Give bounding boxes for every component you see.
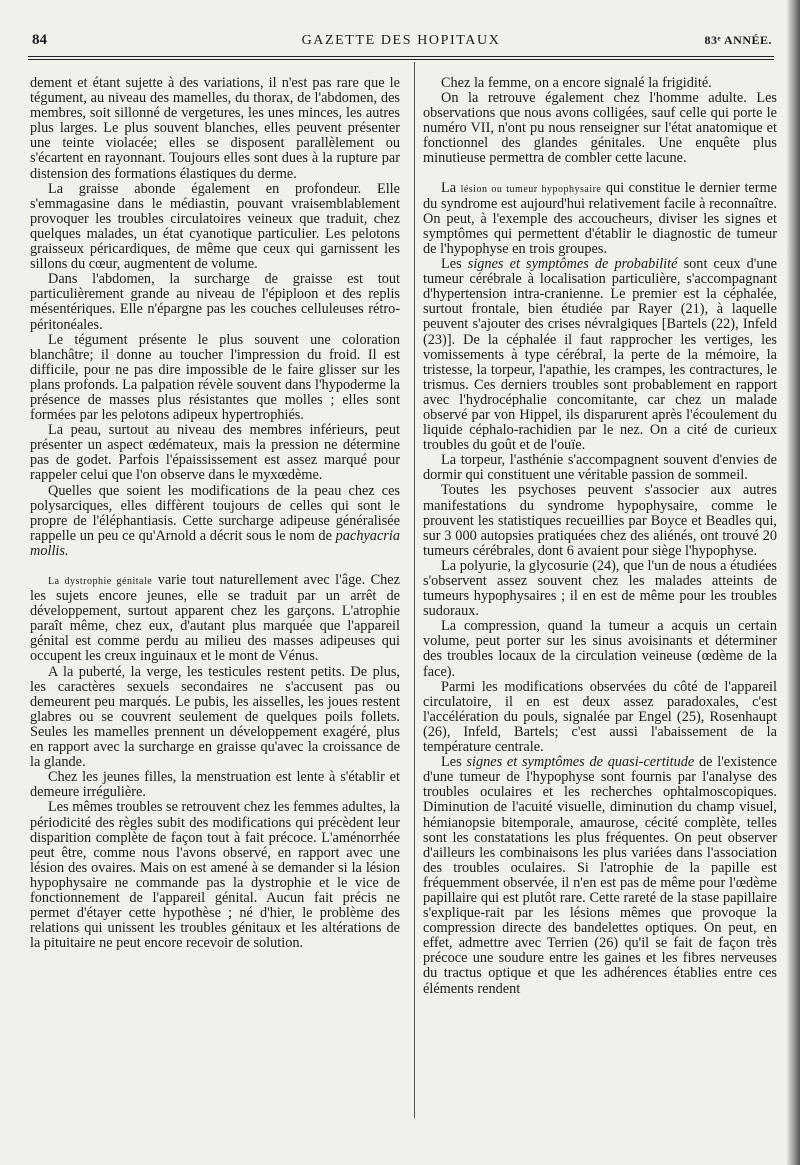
paragraph	[30, 484, 400, 559]
paragraph: On la retrouve également chez l'homme adulte. Les observations que nous avons colligées, sauf celle qui porte le numéro VII, n'ont pu nous renseigner sur l'état anatomique et fonctionnel des glandes génitales. Une enquête plus minutieuse permettra de combler cette lacune.	[423, 90, 777, 167]
italic-term: signes et symptômes de probabilité	[467, 256, 678, 273]
left-column	[30, 76, 400, 951]
column-divider	[414, 62, 415, 1118]
section-heading: La dystrophie génitale	[48, 576, 153, 587]
section-paragraph	[423, 181, 777, 257]
paragraph-text: sont ceux d'une tumeur cérébrale à localisation particulière, s'accompagnant d'hypertension intra-cranienne. Le premier est la céphalée, surtout frontale, bien étudiée par Rayer (21), à laquelle peuvent s'ajouter des crises névralgiques [Bartels (22), Infeld (23)]. De la céphalée il faut rapprocher les vertiges, les vomissements à type cérébral, la perte de la mémoire, la tristesse, la torpeur, l'apathie, les crampes, les contractures, le trismus. Ces derniers troubles sont probablement en rapport avec l'hydrocéphalie concomitante, car chez un malade observé par von Hippel, ils disparurent après l'écoulement du liquide céphalo-rachidien par le nez. On a cité de curieux troubles du goût et de l'ouïe.	[423, 256, 777, 454]
paragraph: dement et étant sujette à des variations, il n'est pas rare que le tégument, au niveau des mamelles, du thorax, de l'abdomen, des membres, soit sillonné de vergetures, les unes minces, les autres plus larges. Le plus souvent blanches, elles peuvent présenter une teinte violacée; elles se disposent parallèlement ou s'écartent en rayonnant. Toujours elles sont dues à la rupture par distension des formations élastiques du derme.	[30, 75, 400, 182]
paragraph: Chez les jeunes filles, la menstruation est lente à s'établir et demeure irrégulière.	[30, 769, 400, 801]
paragraph-text: de l'existence d'une tumeur de l'hypophyse sont fournis par l'analyse des troubles oculaires et les recherches ophtalmoscopiques. Diminution de l'acuité visuelle, diminution du champ visuel, hémianopsie bitemporale, amaurose, cécité complète, telles sont les constatations les plus fréquentes. On peut observer d'ailleurs les combinaisons les plus variées dans l'association des troubles oculaires. Si l'atrophie de la papille est fréquemment observée, il n'en est pas de même pour l'œdème papillaire qui est plutôt rare. Cette rareté de la stase papillaire s'explique-rait par les lésions mêmes que provoque la compression directe des bandelettes optiques. On peut, en effet, admettre avec Terrien (26) qu'il se fait de façon très précoce une soudure entre les gaines et les fibres nerveuses du tractus optique et que les adhérences établies entre ces éléments rendent	[423, 754, 777, 997]
paragraph	[423, 755, 777, 997]
paragraph-text: qui constitue le dernier terme du syndrome est aujourd'hui relativement facile à reconnaître. On peut, à l'exemple des accoucheurs, diviser les signes et symptômes qui permettent d'établir le diagnostic de tumeur de l'hypophyse en trois groupes.	[423, 179, 777, 257]
page-edge-shadow	[786, 0, 800, 1165]
paragraph: A la puberté, la verge, les testicules restent petits. De plus, les caractères sexuels secondaires ne s'accusent pas ou demeurent peu marqués. Le pubis, les aisselles, les joues restent glabres ou se couvrent seulement de quelques poils follets. Seules les mamelles prennent un développement exagéré, plus en rapport avec la surcharge en graisse qu'avec la croissance de la glande.	[30, 663, 400, 771]
year-label: 83ᵉ ANNÉE.	[704, 33, 772, 47]
section-heading: lésion ou tumeur hypophysaire	[460, 183, 602, 195]
paragraph: La peau, surtout au niveau des membres inférieurs, peut présenter un aspect œdémateux, mais la pression ne détermine pas de godet. Parfois l'épaississement est assez marqué pour rappeler celui que l'on observe dans le myxœdème.	[30, 422, 400, 484]
paragraph: Toutes les psychoses peuvent s'associer aux autres manifestations du syndrome hypophysaire, comme le prouvent les statistiques recueillies par Boyce et Beadles qui, sur 3 000 autopsies pratiquées chez des aliénés, ont trouvé 20 tumeurs cérébrales, dont 6 avaient pour siège l'hypophyse.	[423, 482, 777, 559]
page-header	[28, 32, 774, 54]
header-rule-top	[28, 56, 774, 57]
paragraph: Dans l'abdomen, la surcharge de graisse est tout particulièrement grande au niveau de l'épiploon et des replis mésentériques. Elle n'épargne pas les couches celluleuses rétro-péritonéales.	[30, 271, 400, 333]
paragraph	[423, 257, 777, 453]
paragraph: La graisse abonde également en profondeur. Elle s'emmagasine dans le médiastin, pouvant vraisemblablement provoquer les troubles circulatoires veineux que traduit, chez quelques malades, un état cyanotique particulier. Les pelotons graisseux péricardiques, de même que ceux qui garnissent les sillons du cœur, augmentent de volume.	[30, 180, 400, 273]
paragraph: La torpeur, l'asthénie s'accompagnent souvent d'envies de dormir qui constituent une véritable passion de sommeil.	[423, 452, 777, 484]
section-paragraph	[30, 573, 400, 665]
italic-term: signes et symptômes de quasi-certitude	[466, 754, 695, 771]
paragraph: Le tégument présente le plus souvent une coloration blanchâtre; il donne au toucher l'impression du froid. Il est difficile, pour ne pas dire impossible de le faire glisser sur les plans profonds. La palpation révèle souvent dans l'hypoderme la présence de masses plus résistantes que molles ; elles sont formées par les pelotons adipeux hypertrophiés.	[30, 331, 400, 424]
paragraph-text: varie tout naturellement avec l'âge. Chez les sujets encore jeunes, elle se traduit par un arrêt de développement, surtout apparent chez les garçons. L'atrophie paraît même, chez eux, d'autant plus marquée que l'appareil génital est comme perdu au milieu des masses adipeuses qui occupent les creux inguinaux et le mont de Vénus.	[30, 572, 400, 665]
paragraph-text: La	[441, 179, 461, 196]
italic-term: pachyacria mollis.	[30, 527, 400, 559]
paragraph-text: Les	[441, 754, 467, 771]
right-column	[423, 76, 777, 997]
paragraph: Les mêmes troubles se retrouvent chez les femmes adultes, la périodicité des règles subit des modifications qui précèdent leur disparition complète de façon tout à fait précoce. L'aménorrhée peut être, comme nous l'avons observé, en rapport avec une lésion des ovaires. Mais on est amené à se demander si la lésion hypophysaire ne commande pas la dystrophie et le vice de fonctionnement de l'appareil génital. Aucun fait précis ne permet d'étayer cette hypothèse ; né d'hier, le problème des relations qui unissent les troubles génitaux et les altérations de la pituitaire ne peut encore recevoir de solution.	[30, 799, 400, 952]
paragraph: La compression, quand la tumeur a acquis un certain volume, peut porter sur les sinus avoisinants et déterminer des troubles locaux de la circulation veineuse (œdème de la face).	[423, 618, 777, 680]
paragraph: La polyurie, la glycosurie (24), que l'un de nous a étudiées s'observent assez souvent chez les malades atteints de tumeurs hypophysaires ; il en est de même pour les troubles sudoraux.	[423, 557, 777, 620]
running-title: GAZETTE DES HOPITAUX	[301, 33, 501, 48]
paragraph: Chez la femme, on a encore signalé la frigidité.	[441, 75, 712, 91]
paragraph-text: Quelles que soient les modifications de la peau chez ces polysarciques, elles diffèrent toujours de celles qui sont le propre de l'éléphantiasis. Cette surcharge adipeuse généralisée rappelle un peu ce qu'Arnold a décrit sous le nom de	[30, 482, 400, 544]
paragraph-text: Les	[441, 256, 468, 273]
page-number: 84	[32, 32, 47, 48]
header-rule-bottom	[28, 59, 774, 60]
paragraph: Parmi les modifications observées du côté de l'appareil circulatoire, il en est deux assez paradoxales, c'est l'accélération du pouls, signalée par Engel (25), Rosenhaupt (26), Infeld, Bartels; c'est aussi l'abaissement de la température centrale.	[423, 678, 777, 756]
